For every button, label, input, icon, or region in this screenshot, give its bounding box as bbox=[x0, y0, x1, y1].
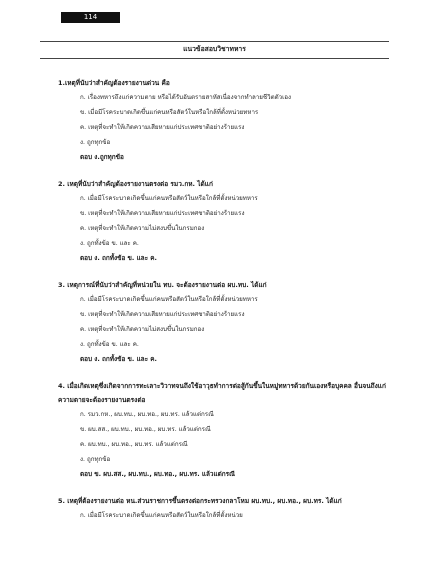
question-1 bbox=[40, 76, 389, 165]
option-b: ข. เหตุที่จะทำให้เกิดความเสียหายแก่ประเทศชาติอย่างร้ายแรง bbox=[80, 311, 245, 318]
option-d: ง. ถูกทั้งข้อ ข. และ ค. bbox=[80, 240, 139, 247]
question-text: 3. เหตุการณ์ที่นับว่าสำคัญที่หน่วยใน ทบ. จะต้องรายงานต่อ ผบ.ทบ. ได้แก่ bbox=[58, 281, 267, 289]
option-a: ก. เมื่อมีโรคระบาดเกิดขึ้นแก่คนหรือสัตว์ในหรือใกล้ที่ตั้งหน่วย bbox=[80, 512, 243, 519]
option-d: ง. ถูกทุกข้อ bbox=[80, 456, 111, 463]
option-a: ก. เรื่องทหารถึงแก่ความตาย หรือได้รับอันตรายสาหัสเนื่องจากทำลายชีวิตตัวเอง bbox=[80, 94, 291, 101]
option-a: ก. รมว.กห., ผบ.ทบ., ผบ.ทอ., ผบ.ทร. แล้วแต่กรณี bbox=[80, 411, 214, 418]
question-4 bbox=[40, 379, 389, 482]
option-b: ข. เมื่อมีโรคระบาดเกิดขึ้นแก่คนหรือสัตว์ในหรือใกล้ที่ตั้งหน่วยทหาร bbox=[80, 109, 259, 116]
question-5 bbox=[40, 494, 389, 523]
page-header-title: แนวข้อสอบวิชาทหาร bbox=[183, 45, 246, 53]
question-text: 1.เหตุที่นับว่าสำคัญต้องรายงานด่วน คือ bbox=[58, 79, 170, 87]
option-c: ค. เหตุที่จะทำให้เกิดความไม่สงบขึ้นในกรมกอง bbox=[80, 225, 205, 232]
option-c: ค. เหตุที่จะทำให้เกิดความไม่สงบขึ้นในกรมกอง bbox=[80, 326, 205, 333]
question-2 bbox=[40, 177, 389, 266]
option-c: ค. ผบ.ทบ., ผบ.ทอ., ผบ.ทร. แล้วแต่กรณี bbox=[80, 441, 188, 448]
option-d: ง. ถูกทั้งข้อ ข. และ ค. bbox=[80, 341, 139, 348]
answer-text: ตอบ ข. ผบ.สส., ผบ.ทบ., ผบ.ทอ., ผบ.ทร. แล้วแต่กรณี bbox=[80, 470, 235, 478]
question-text: 2. เหตุที่นับว่าสำคัญต้องรายงานตรงต่อ รมว.กห. ได้แก่ bbox=[58, 180, 213, 188]
question-3 bbox=[40, 278, 389, 367]
page-number: 114 bbox=[61, 12, 120, 23]
option-b: ข. ผบ.สส., ผบ.ทบ., ผบ.ทอ., ผบ.ทร. แล้วแต่กรณี bbox=[80, 426, 211, 433]
question-text: 4. เมื่อเกิดเหตุซึ่งเกิดจากการทะเลาะวิวาทจนถึงใช้อาวุธทำการต่อสู้กันขึ้นในหมู่ทหารด้วยกันเองหรือบุคคล อื่นจนถึงแก่ความตายจะต้องรายงานตรงต่อ bbox=[58, 382, 386, 404]
header-top-rule bbox=[40, 41, 389, 42]
option-b: ข. เหตุที่จะทำให้เกิดความเสียหายแก่ประเทศชาติอย่างร้ายแรง bbox=[80, 210, 245, 217]
option-a: ก. เมื่อมีโรคระบาดเกิดขึ้นแก่คนหรือสัตว์ในหรือใกล้ที่ตั้งหน่วยทหาร bbox=[80, 195, 258, 202]
header-bottom-rule bbox=[40, 58, 389, 59]
answer-text: ตอบ ง. ถกทั้งข้อ ข. และ ค. bbox=[80, 355, 157, 363]
option-a: ก. เมื่อมีโรคระบาดเกิดขึ้นแก่คนหรือสัตว์ในหรือใกล้ที่ตั้งหน่วยทหาร bbox=[80, 296, 258, 303]
option-d: ง. ถูกทุกข้อ bbox=[80, 139, 111, 146]
question-text: 5. เหตุที่ต้องรายงานต่อ หน.ส่วนราชการขึ้นตรงต่อกระทรวงกลาโหม ผบ.ทบ., ผบ.ทอ., ผบ.ทร. ได้แก่ bbox=[58, 497, 342, 505]
question-list bbox=[40, 66, 389, 523]
answer-text: ตอบ ง.ถูกทุกข้อ bbox=[80, 153, 124, 161]
option-c: ค. เหตุที่จะทำให้เกิดความเสียหายแก่ประเทศชาติอย่างร้ายแรง bbox=[80, 124, 245, 131]
answer-text: ตอบ ง. ถกทั้งข้อ ข. และ ค. bbox=[80, 254, 157, 262]
